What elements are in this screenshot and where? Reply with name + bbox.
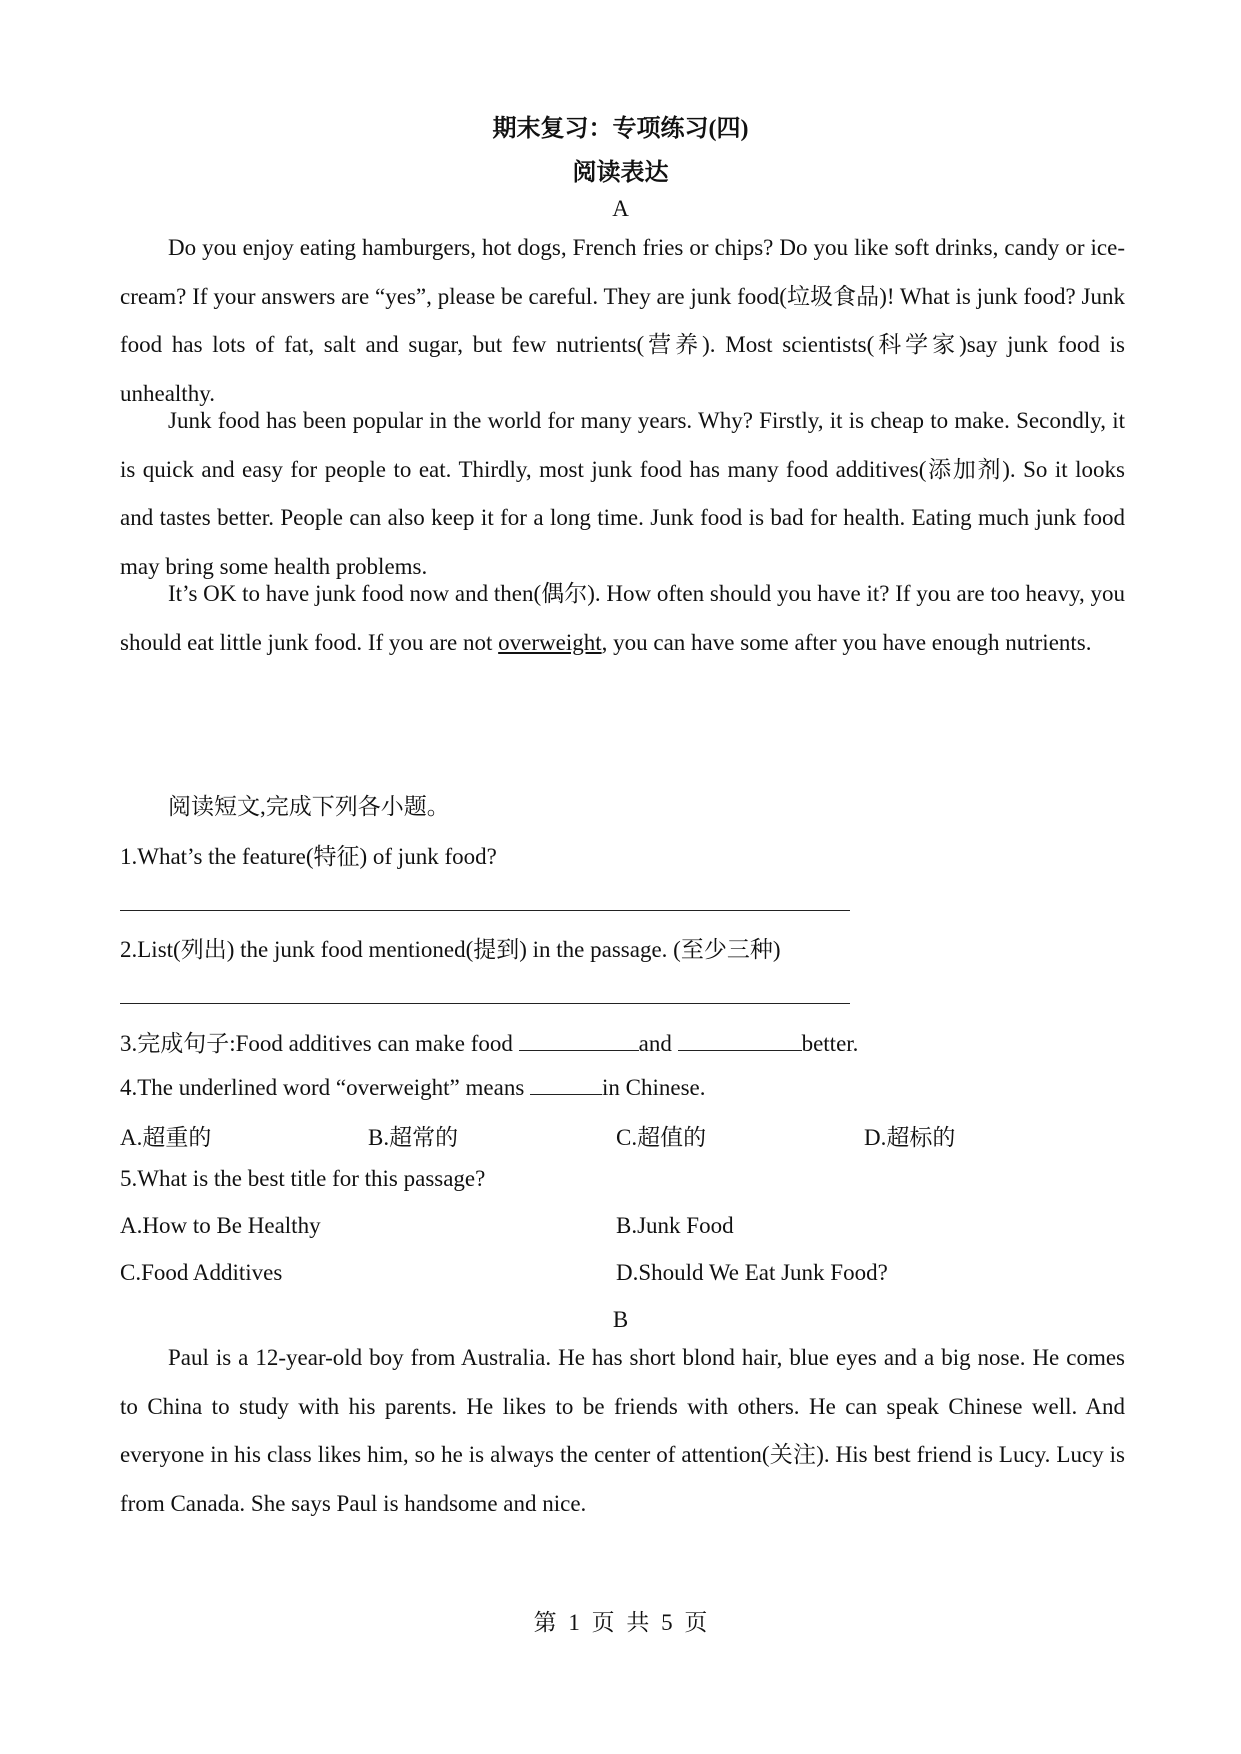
- section-a-paragraph-1: Do you enjoy eating hamburgers, hot dogs, French fries or chips? Do you like soft drinks, candy or ice-cream? If your answers are “yes”, please be careful. They are junk food(垃圾食品)! What is junk food? Junk food has lots of fat, salt and sugar, but few nutrients(营养). Most scientists(科学家)say junk food is unhealthy.: [120, 235, 1125, 406]
- question-5: 5.What is the best title for this passage?: [120, 1166, 486, 1191]
- page-title: 期末复习：专项练习(四): [492, 116, 749, 142]
- answer-line-2[interactable]: [120, 1003, 850, 1004]
- section-b-paragraph-1: Paul is a 12-year-old boy from Australia. He has short blond hair, blue eyes and a big nose. He comes to China to study with his parents. He likes to be friends with others. He can speak Chinese well. And everyone in his class likes him, so he is always the center of attention(关注). His best friend is Lucy. Lucy is from Canada. She says Paul is handsome and nice.: [120, 1345, 1125, 1516]
- answer-line-1[interactable]: [120, 910, 850, 911]
- question-3-text-1: 3.完成句子:Food additives can make food: [120, 1031, 519, 1056]
- paragraph-3-text-after: , you can have some after you have enough nutrients.: [601, 629, 1092, 655]
- section-a-label: A: [612, 196, 629, 221]
- paragraph-3-text-before: It’s OK to have junk food now and then(偶尔). How often should you have it? If you are too heavy, you should eat little junk food. If you are not: [120, 581, 1125, 655]
- question-5-option-a[interactable]: A.How to Be Healthy: [120, 1213, 321, 1238]
- question-4-option-b[interactable]: B.超常的: [368, 1125, 459, 1150]
- page-number-footer: 第 1 页 共 5 页: [533, 1610, 708, 1635]
- instruction-text: 阅读短文,完成下列各小题。: [168, 794, 450, 819]
- section-b-label: B: [612, 1307, 629, 1332]
- question-5-option-b[interactable]: B.Junk Food: [616, 1213, 734, 1238]
- question-5-option-c[interactable]: C.Food Additives: [120, 1260, 283, 1285]
- question-4-blank[interactable]: [530, 1072, 602, 1095]
- question-3-blank-1[interactable]: [519, 1028, 639, 1051]
- question-4-text-2: in Chinese.: [602, 1075, 706, 1100]
- question-4: [120, 1072, 706, 1101]
- section-a-paragraph-3: [120, 570, 1125, 667]
- question-3-text-2: and: [638, 1031, 678, 1056]
- question-3: [120, 1025, 858, 1058]
- question-4-option-c[interactable]: C.超值的: [616, 1125, 707, 1150]
- question-3-text-3: better.: [801, 1031, 859, 1056]
- question-4-option-d[interactable]: D.超标的: [864, 1125, 956, 1150]
- question-5-option-d[interactable]: D.Should We Eat Junk Food?: [616, 1260, 888, 1285]
- question-3-blank-2[interactable]: [678, 1028, 802, 1051]
- question-1: 1.What’s the feature(特征) of junk food?: [120, 844, 497, 869]
- question-4-option-a[interactable]: A.超重的: [120, 1125, 212, 1150]
- underlined-word-overweight: overweight: [498, 629, 602, 655]
- question-2: 2.List(列出) the junk food mentioned(提到) in the passage. (至少三种): [120, 937, 781, 962]
- page-subtitle: 阅读表达: [572, 160, 669, 186]
- section-a-paragraph-2: Junk food has been popular in the world for many years. Why? Firstly, it is cheap to make. Secondly, it is quick and easy for people to eat. Thirdly, most junk food has many food additives(添加剂). So it looks and tastes better. People can also keep it for a long time. Junk food is bad for health. Eating much junk food may bring some health problems.: [120, 408, 1125, 579]
- question-4-text-1: 4.The underlined word “overweight” means: [120, 1075, 531, 1100]
